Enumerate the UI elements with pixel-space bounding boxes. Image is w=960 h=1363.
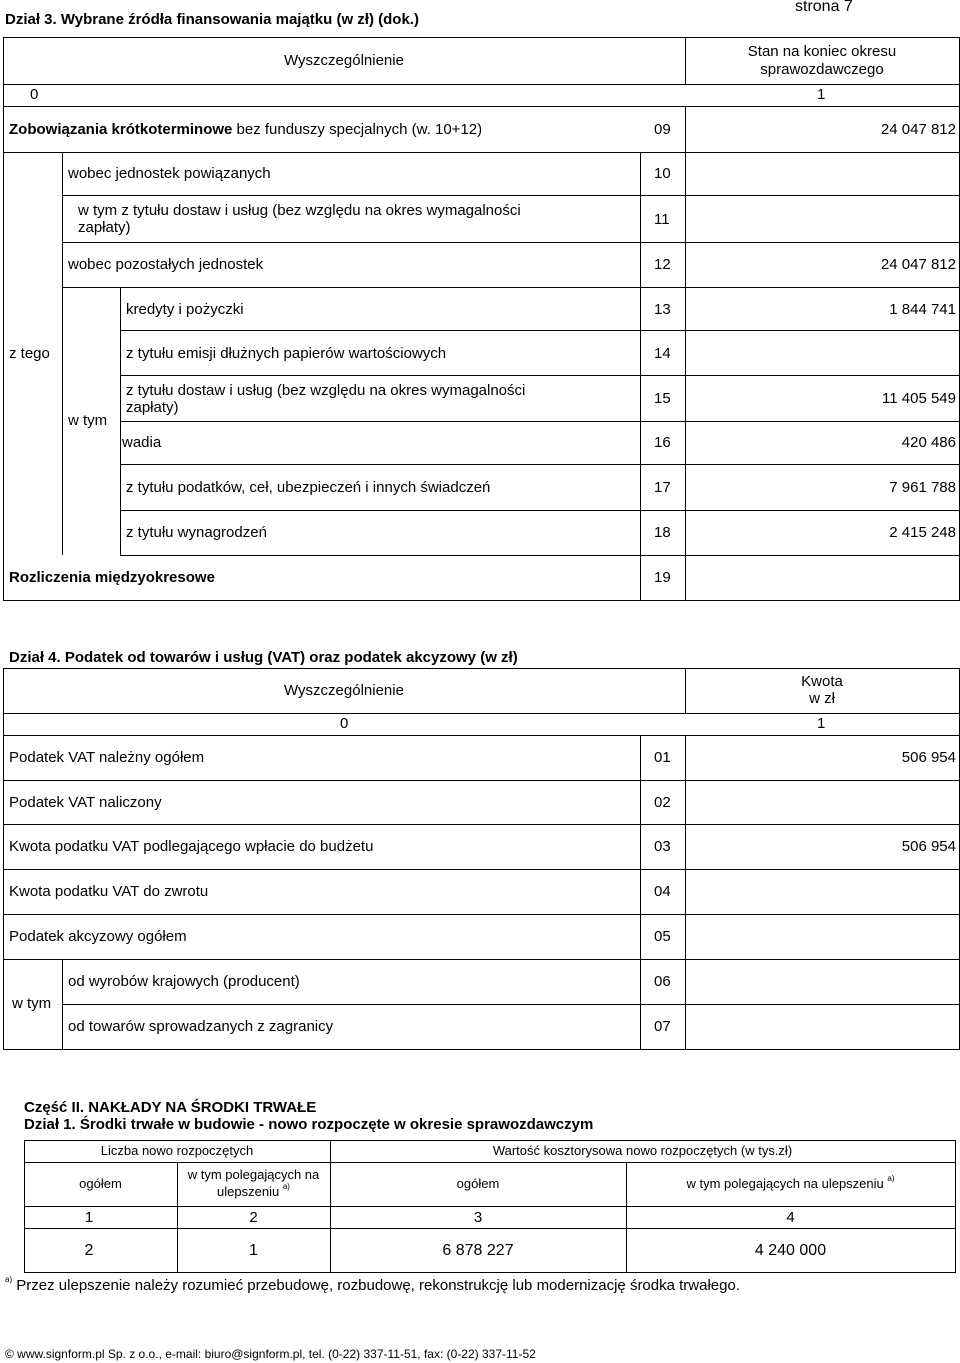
row-label: Rozliczenia międzyokresowe — [9, 569, 215, 586]
footer: © www.signform.pl Sp. z o.o., e-mail: biuro@signform.pl, tel. (0-22) 337-11-51, fax: (0-22) 337-11-52 — [5, 1347, 536, 1361]
row-label: wobec jednostek powiązanych — [68, 165, 271, 182]
cell-value: 6 878 227 — [442, 1242, 514, 1259]
row-label-line1: z tytułu dostaw i usług (bez względu na okres wymagalności — [126, 382, 526, 399]
row-code: 09 — [654, 121, 671, 138]
row-value: 506 954 — [901, 749, 956, 766]
row-code: 05 — [654, 928, 671, 945]
row-label: Podatek VAT naliczony — [9, 794, 162, 811]
row-value: 24 047 812 — [880, 121, 956, 138]
row-code: 06 — [654, 973, 671, 990]
s4-col-1: 1 — [817, 715, 826, 732]
s4-col-0: 0 — [340, 715, 349, 732]
row-value: 420 486 — [901, 434, 956, 451]
s3-col-0: 0 — [30, 86, 39, 103]
row-label-line2: zapłaty) — [126, 399, 179, 416]
col-number: 3 — [473, 1209, 483, 1226]
row-code: 15 — [654, 390, 671, 407]
cell-value: 2 — [84, 1242, 94, 1259]
row-label: Kwota podatku VAT do zwrotu — [9, 883, 209, 900]
col-header-improvement-count-line2: ulepszeniu $^{a)}$ — [217, 1182, 290, 1199]
row-code: 11 — [654, 211, 670, 228]
row-code: 13 — [654, 301, 671, 318]
row-code: 04 — [654, 883, 671, 900]
section-4-title: Dział 4. Podatek od towarów i usług (VAT) oraz podatek akcyzowy (w zł) — [9, 649, 518, 666]
row-label: Zobowiązania krótkoterminowe bez funduszy specjalnych (w. 10+12) — [9, 121, 483, 138]
s3-header-value-line2: sprawozdawczego — [760, 61, 884, 78]
s4-header-description: Wyszczególnienie — [284, 682, 404, 699]
row-label: Podatek VAT należny ogółem — [9, 749, 205, 766]
s3-header-description: Wyszczególnienie — [284, 52, 404, 69]
row-code: 01 — [654, 749, 671, 766]
row-value: 506 954 — [901, 838, 956, 855]
section-3-title: Dział 3. Wybrane źródła finansowania majątku (w zł) (dok.) — [5, 11, 419, 28]
s3-col-1: 1 — [817, 86, 826, 103]
row-label-line1: w tym z tytułu dostaw i usług (bez względu na okres wymagalności — [78, 202, 521, 219]
row-label: od wyrobów krajowych (producent) — [68, 973, 300, 990]
row-value: 11 405 549 — [882, 390, 956, 407]
part-2-title: Część II. NAKŁADY NA ŚRODKI TRWAŁE — [24, 1099, 317, 1116]
footnote: $^{a)}$ Przez ulepszenie należy rozumieć przebudowę, rozbudowę, rekonstrukcję lub modernizację środka trwałego. — [5, 1275, 740, 1294]
cell-value: 1 — [249, 1242, 258, 1259]
row-label: z tytułu podatków, ceł, ubezpieczeń i innych świadczeń — [126, 479, 491, 496]
w-tym-label: w tym — [12, 995, 52, 1012]
col-number: 4 — [786, 1209, 795, 1226]
col-header-improvement-value: w tym polegających na ulepszeniu $^{a)}$ — [686, 1174, 895, 1191]
group-header-count: Liczba nowo rozpoczętych — [100, 1143, 254, 1158]
row-code: 12 — [654, 256, 671, 273]
row-code: 17 — [654, 479, 671, 496]
row-code: 07 — [654, 1018, 671, 1035]
group-header-value: Wartość kosztorysowa nowo rozpoczętych (w tys.zł) — [492, 1143, 793, 1158]
col-header-total-count: ogółem — [79, 1176, 122, 1191]
cell-value: 4 240 000 — [754, 1242, 827, 1259]
z-tego-label: z tego — [9, 345, 50, 362]
row-label: z tytułu emisji dłużnych papierów wartościowych — [126, 345, 447, 362]
row-label: z tytułu wynagrodzeń — [126, 524, 267, 541]
row-value: 2 415 248 — [889, 524, 956, 541]
row-code: 02 — [654, 794, 671, 811]
col-header-improvement-count-line1: w tym polegających na — [187, 1167, 320, 1182]
row-label: wadia — [122, 434, 162, 451]
row-code: 16 — [654, 434, 671, 451]
row-label: wobec pozostałych jednostek — [68, 256, 264, 273]
row-code: 19 — [654, 569, 671, 586]
row-code: 03 — [654, 838, 671, 855]
row-label: Podatek akcyzowy ogółem — [9, 928, 187, 945]
row-label: Kwota podatku VAT podlegającego wpłacie do budżetu — [9, 838, 374, 855]
row-code: 10 — [654, 165, 671, 182]
row-code: 14 — [654, 345, 671, 362]
col-number: 2 — [249, 1209, 258, 1226]
row-value: 7 961 788 — [889, 479, 956, 496]
w-tym-label: w tym — [68, 412, 108, 429]
col-number: 1 — [84, 1209, 94, 1226]
s3-header-value-line1: Stan na koniec okresu — [747, 43, 897, 60]
s4-header-value-line1: Kwota — [801, 673, 843, 690]
s4-header-value-line2: w zł — [809, 690, 835, 707]
row-code: 18 — [654, 524, 671, 541]
row-label-line2: zapłaty) — [78, 219, 131, 236]
row-value: 1 844 741 — [889, 301, 956, 318]
col-header-total-value: ogółem — [456, 1176, 500, 1191]
row-value: 24 047 812 — [880, 256, 956, 273]
page-number: strona 7 — [795, 0, 853, 15]
row-label: kredyty i pożyczki — [126, 301, 244, 318]
part-2-section-title: Dział 1. Środki trwałe w budowie - nowo rozpoczęte w okresie sprawozdawczym — [24, 1116, 594, 1133]
row-label: od towarów sprowadzanych z zagranicy — [68, 1018, 334, 1035]
